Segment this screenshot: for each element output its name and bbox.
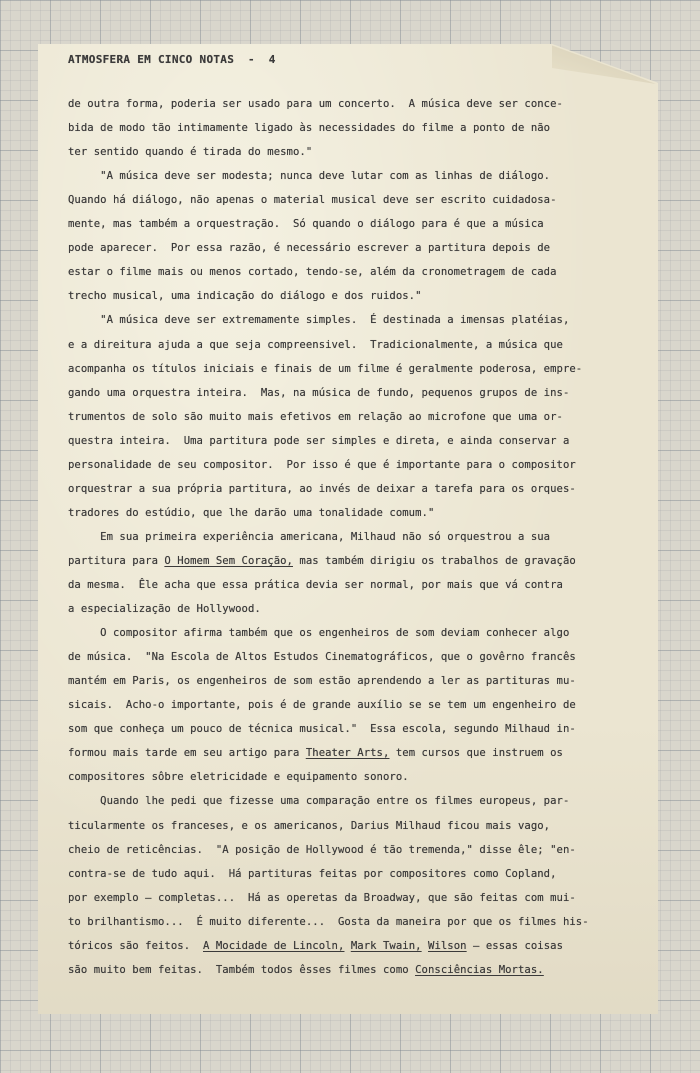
text-line (68, 97, 563, 111)
text-segment: estar o filme mais ou menos cortado, tendo-se, além da cronometragem de cada (68, 266, 557, 279)
text-line (68, 506, 434, 520)
text-segment: Quando há diálogo, não apenas o material musical deve ser escrito cuidadosa- (68, 194, 557, 207)
text-segment: contra-se de tudo aqui. Há partituras feitas por compositores como Copland, (68, 867, 557, 880)
text-segment: cheio de reticências. "A posição de Hollywood é tão tremenda," disse êle; "en- (68, 843, 576, 856)
text-segment: gando uma orquestra inteira. Mas, na música de fundo, pequenos grupos de ins- (68, 386, 570, 399)
text-segment: de música. "Na Escola de Altos Estudos Cinematográficos, que o govêrno francês (68, 651, 576, 664)
text-segment: por exemplo — completas... Há as operetas da Broadway, que são feitas com mui- (68, 891, 576, 904)
text-segment: mente, mas também a orquestração. Só quando o diálogo para é que a música (68, 218, 544, 231)
text-line (68, 746, 563, 760)
text-line (68, 819, 550, 833)
text-line (68, 145, 312, 159)
text-segment: compositores sôbre eletricidade e equipamento sonoro. (68, 771, 409, 784)
text-line (68, 794, 569, 808)
text-line (68, 722, 576, 736)
text-line (68, 915, 589, 929)
text-line (68, 265, 557, 279)
text-line (68, 963, 544, 977)
text-segment: mantém em Paris, os engenheiros de som estão aprendendo a ler as partituras mu- (68, 675, 576, 688)
text-segment: pode aparecer. Por essa razão, é necessário escrever a partitura depois de (68, 242, 551, 255)
text-line (68, 121, 550, 135)
text-segment: ticularmente os franceses, e os americanos, Darius Milhaud ficou mais vago, (68, 819, 551, 832)
text-line (68, 891, 576, 905)
text-line (68, 410, 563, 424)
underlined-title: Theater Arts, (305, 747, 390, 760)
text-segment: partitura para (68, 554, 165, 567)
text-segment: mas também dirigiu os trabalhos de gravação (292, 554, 576, 567)
text-segment: Em sua primeira experiência americana, Milhaud não só orquestrou a sua (68, 530, 551, 543)
text-line (68, 169, 550, 183)
text-segment: questra inteira. Uma partitura pode ser simples e direta, e ainda conservar a (68, 434, 570, 447)
text-line (68, 698, 576, 712)
text-line (68, 602, 261, 616)
text-segment: orquestrar a sua própria partitura, ao invés de deixar a tarefa para os orques- (68, 482, 576, 495)
text-segment: ter sentido quando é tirada do mesmo." (68, 146, 313, 159)
text-line (68, 843, 576, 857)
text-segment: sicais. Acho-o importante, pois é de grande auxílio se se tem um engenheiro de (68, 699, 576, 712)
text-segment: a especialização de Hollywood. (68, 603, 261, 616)
text-segment: da mesma. Êle acha que essa prática devia ser normal, por mais que vá contra (68, 579, 563, 591)
text-line (68, 458, 576, 472)
text-line (68, 338, 563, 352)
text-segment: tem cursos que instruem os (389, 747, 563, 760)
text-line (68, 626, 569, 640)
text-line (68, 650, 576, 664)
text-segment: personalidade de seu compositor. Por isso é que é importante para o compositor (68, 458, 576, 471)
text-segment: acompanha os títulos iniciais e finais de um filme é geralmente poderosa, empre- (68, 362, 583, 375)
text-segment: tradores do estúdio, que lhe darão uma tonalidade comum." (68, 506, 435, 519)
text-line (68, 386, 569, 400)
text-line (68, 554, 576, 568)
underlined-title: Consciências Mortas. (415, 963, 544, 976)
text-segment: trumentos de solo são muito mais efetivos em relação ao microfone que uma or- (68, 410, 563, 423)
text-line (68, 939, 563, 953)
text-line (68, 313, 569, 327)
text-segment: "A música deve ser extremamente simples. É destinada a imensas platéias, (68, 314, 570, 327)
text-line (68, 482, 576, 496)
text-line (68, 770, 409, 784)
underlined-title: Mark Twain, (350, 939, 422, 952)
text-segment: — essas coisas (466, 939, 564, 952)
text-segment: bida de modo tão intimamente ligado às necessidades do filme a ponto de não (68, 122, 551, 135)
text-segment: som que conheça um pouco de técnica musical." Essa escola, segundo Milhaud in- (68, 723, 576, 736)
text-line (68, 362, 582, 376)
text-line (68, 193, 557, 207)
text-segment: "A música deve ser modesta; nunca deve lutar com as linhas de diálogo. (68, 170, 551, 183)
text-segment: e a direitura ajuda a que seja compreensivel. Tradicionalmente, a música que (68, 338, 563, 351)
text-segment: tóricos são feitos. (68, 939, 203, 952)
text-line (68, 530, 550, 544)
underlined-title: A Mocidade de Lincoln, (203, 939, 345, 952)
text-line (68, 867, 557, 881)
text-segment: Quando lhe pedi que fizesse uma comparação entre os filmes europeus, par- (68, 795, 570, 808)
text-line (68, 289, 422, 303)
page-header: ATMOSFERA EM CINCO NOTAS - 4 (68, 53, 276, 66)
text-segment: formou mais tarde em seu artigo para (68, 747, 306, 760)
text-line (68, 578, 563, 592)
text-line (68, 434, 569, 448)
underlined-title: Wilson (428, 939, 467, 952)
text-segment: trecho musical, uma indicação do diálogo e dos ruidos." (68, 290, 422, 303)
text-segment: O compositor afirma também que os engenheiros de som deviam conhecer algo (68, 627, 570, 640)
underlined-title: O Homem Sem Coração, (164, 554, 293, 567)
text-line (68, 241, 550, 255)
text-segment: to brilhantismo... É muito diferente... Gosta da maneira por que os filmes his- (68, 915, 589, 928)
text-segment: são muito bem feitas. Também todos êsses filmes como (68, 963, 416, 976)
text-line (68, 217, 544, 231)
text-line (68, 674, 576, 688)
text-segment: de outra forma, poderia ser usado para um concerto. A música deve ser conce- (68, 98, 563, 110)
